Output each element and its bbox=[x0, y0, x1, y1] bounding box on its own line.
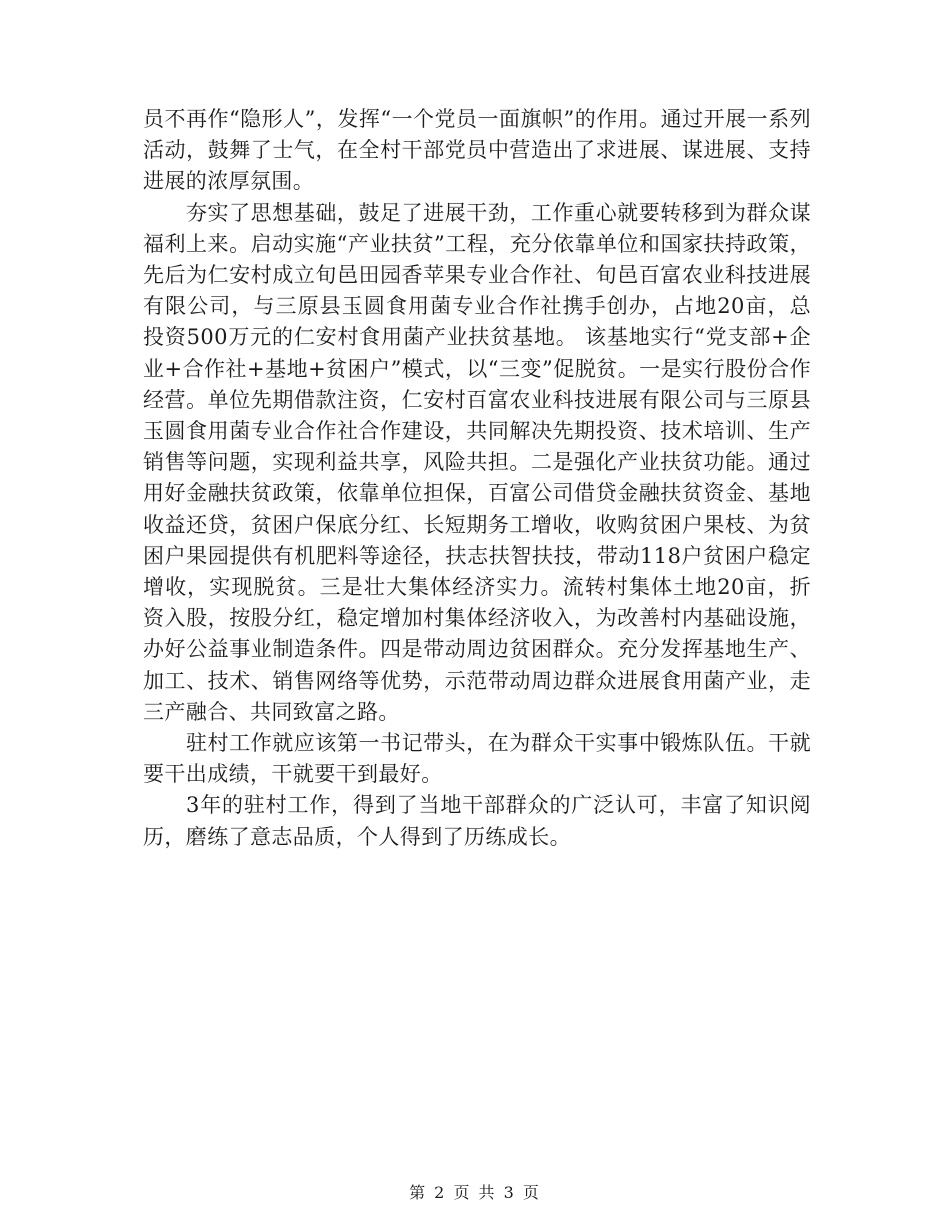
page-number-footer: 第 2 页 共 3 页 bbox=[409, 1183, 541, 1202]
paragraph-continuation: 员不再作“隐形人”，发挥“一个党员一面旗帜”的作用。通过开展一系列活动，鼓舞了士气，在全村干部党员中营造出了求进展、谋进展、支持进展的浓厚氛围。 bbox=[143, 107, 811, 194]
paragraph-industry-poverty-alleviation: 夯实了思想基础，鼓足了进展干劲，工作重心就要转移到为群众谋福利上来。启动实施“产业扶贫”工程，充分依靠单位和国家扶持政策，先后为仁安村成立旬邑田园香苹果专业合作社、旬邑百富农业科技进展有限公司，与三原县玉圆食用菌专业合作社携手创办，占地20亩，总投资500万元的仁安村食用菌产业扶贫基地。 该基地实行“党支部+企业+合作社+基地+贫困户”模式，以“三变”促脱贫。一是实行股份合作经营。单位先期借款注资，仁安村百富农业科技进展有限公司与三原县玉圆食用菌专业合作社合作建设，共同解决先期投资、技术培训、生产销售等问题，实现利益共享，风险共担。二是强化产业扶贫功能。通过用好金融扶贫政策，依靠单位担保，百富公司借贷金融扶贫资金、基地收益还贷，贫困户保底分红、长短期务工增收，收购贫困户果枝、为贫困户果园提供有机肥料等途径，扶志扶智扶技，带动118户贫困户稳定增收，实现脱贫。三是壮大集体经济实力。流转村集体土地20亩，折资入股，按股分红，稳定增加村集体经济收入，为改善村内基础设施，办好公益事业制造条件。四是带动周边贫困群众。充分发挥基地生产、加工、技术、销售网络等优势，示范带动周边群众进展食用菌产业，走三产融合、共同致富之路。 bbox=[143, 200, 811, 724]
document-body bbox=[143, 104, 811, 853]
paragraph-first-secretary: 驻村工作就应该第一书记带头，在为群众干实事中锻炼队伍。干就要干出成绩，干就要干到最好。 bbox=[143, 731, 811, 787]
paragraph-conclusion: 3年的驻村工作，得到了当地干部群众的广泛认可，丰富了知识阅历，磨练了意志品质，个人得到了历练成长。 bbox=[143, 793, 811, 849]
